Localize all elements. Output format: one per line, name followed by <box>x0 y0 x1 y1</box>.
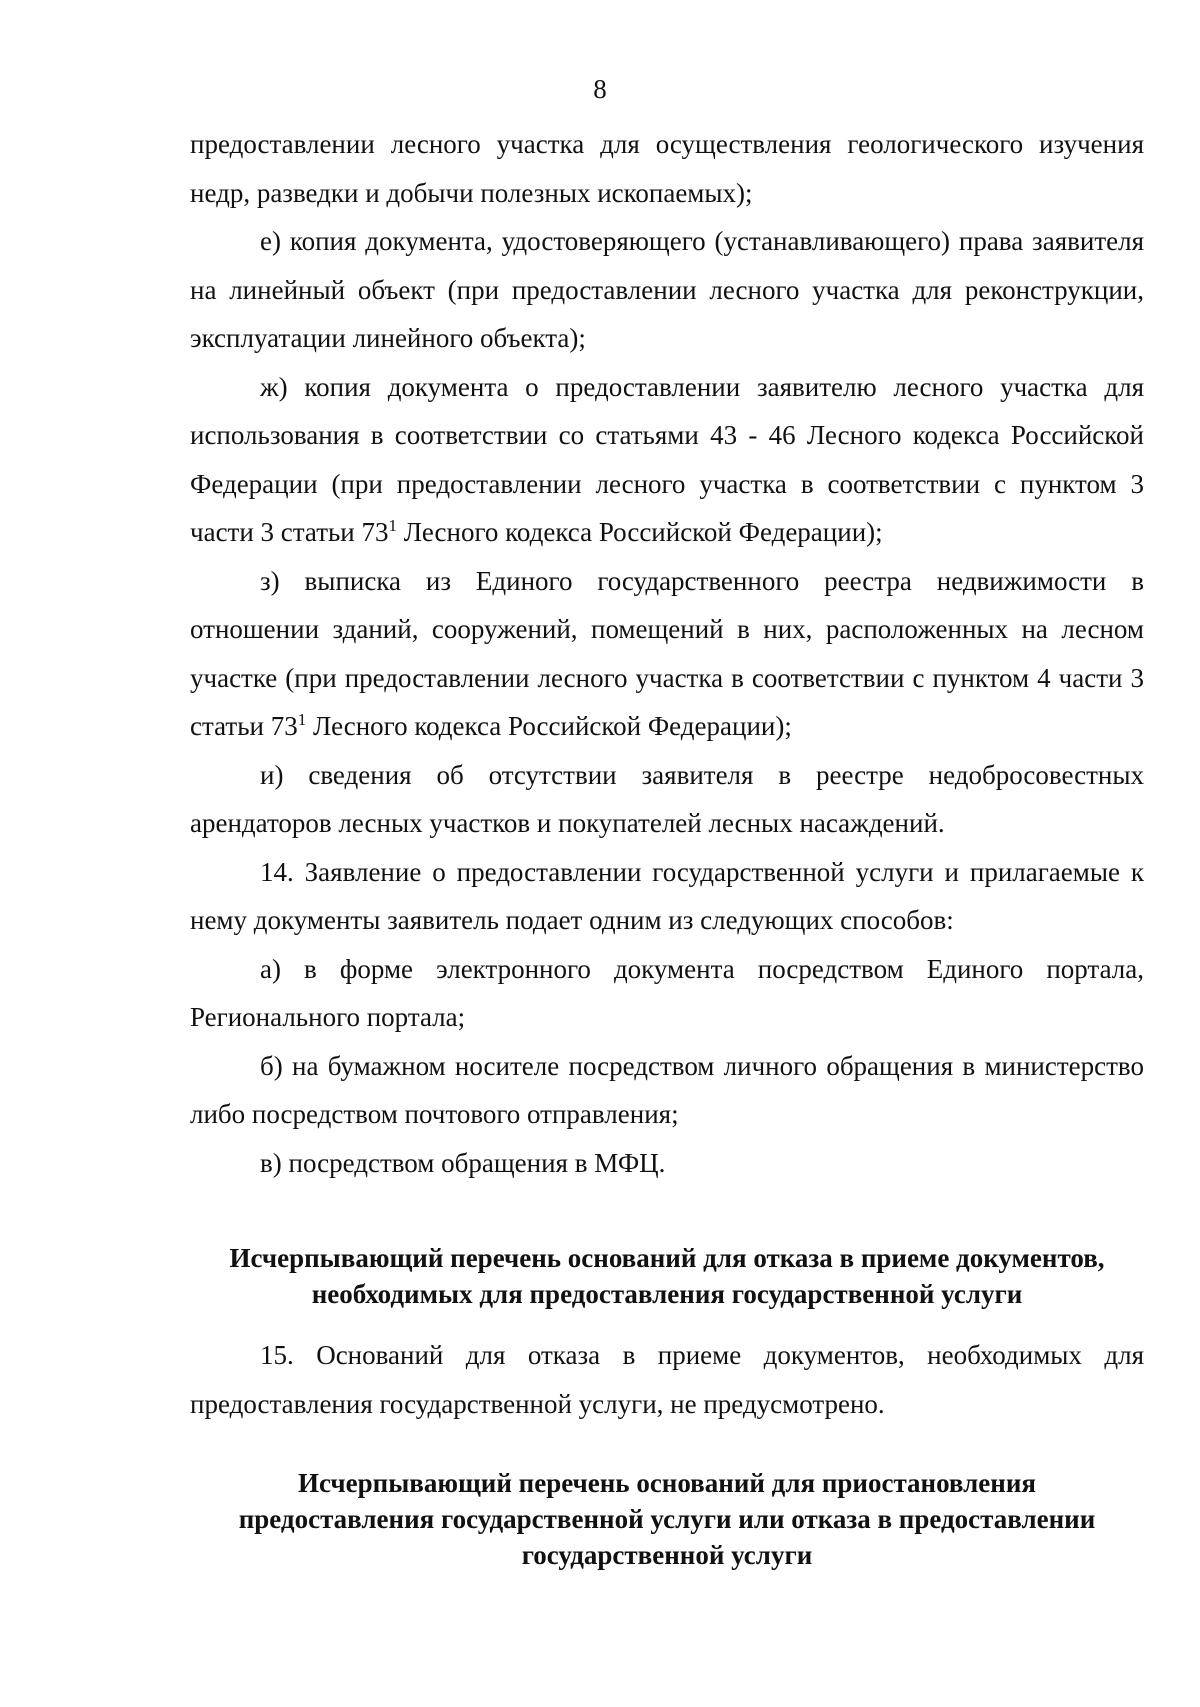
heading-line: Исчерпывающий перечень оснований для приостановления <box>297 1468 1037 1498</box>
paragraph-14-a: а) в форме электронного документа посредством Единого портала, Регионального портала; <box>190 953 1144 1032</box>
heading-line: необходимых для предоставления государственной услуги <box>311 1279 1023 1309</box>
paragraph-14-v: в) посредством обращения в МФЦ. <box>260 1147 666 1178</box>
superscript: 1 <box>388 516 398 535</box>
paragraph-item-zh <box>190 363 1144 557</box>
heading-line: предоставления государственной услуги или отказа в предоставлении <box>238 1504 1096 1534</box>
paragraph-item-z <box>190 557 1144 751</box>
paragraph-15: 15. Оснований для отказа в приеме документов, необходимых для предоставления государственной услуги, не предусмотрено. <box>190 1340 1144 1419</box>
paragraph-continuation: предоставлении лесного участка для осуществления геологического изучения недр, разведки и добычи полезных ископаемых); <box>190 129 1144 208</box>
heading-line: государственной услуги <box>521 1540 813 1570</box>
heading-line: Исчерпывающий перечень оснований для отказа в приеме документов, <box>229 1243 1105 1273</box>
page-number: 8 <box>593 74 607 104</box>
paragraph-14-b: б) на бумажном носителе посредством личного обращения в министерство либо посредством почтового отправления; <box>190 1050 1144 1129</box>
paragraph-item-zh-text: ж) копия документа о предоставлении заявителю лесного участка для использования в соответствии со статьями 43 - 46 Лесного кодекса Российской Федерации (при предоставлении лесного участка в соответствии с пунктом 3 части 3 статьи 73 <box>190 371 1144 547</box>
paragraph-item-zh-tail: Лесного кодекса Российской Федерации); <box>397 517 883 547</box>
paragraph-item-z-text: з) выписка из Единого государственного реестра недвижимости в отношении зданий, сооружений, помещений в них, расположенных на лесном участке (при предоставлении лесного участка в соответствии с пунктом 4 части 3 статьи 73 <box>190 565 1144 741</box>
paragraph-item-i: и) сведения об отсутствии заявителя в реестре недобросовестных арендаторов лесных участков и покупателей лесных насаждений. <box>190 759 1144 838</box>
paragraph-15-block <box>190 1331 1144 1428</box>
superscript: 1 <box>297 710 307 729</box>
paragraph-item-z-tail: Лесного кодекса Российской Федерации); <box>306 711 792 741</box>
paragraph-item-e: е) копия документа, удостоверяющего (устанавливающего) права заявителя на линейный объект (при предоставлении лесного участка для реконструкции, эксплуатации линейного объекта); <box>190 226 1144 353</box>
document-body <box>190 120 1144 1187</box>
section-heading-suspension <box>190 1465 1144 1573</box>
paragraph-14: 14. Заявление о предоставлении государственной услуги и прилагаемые к нему документы заявитель подает одним из следующих способов: <box>190 856 1144 935</box>
section-heading-refusal-documents <box>190 1240 1144 1312</box>
